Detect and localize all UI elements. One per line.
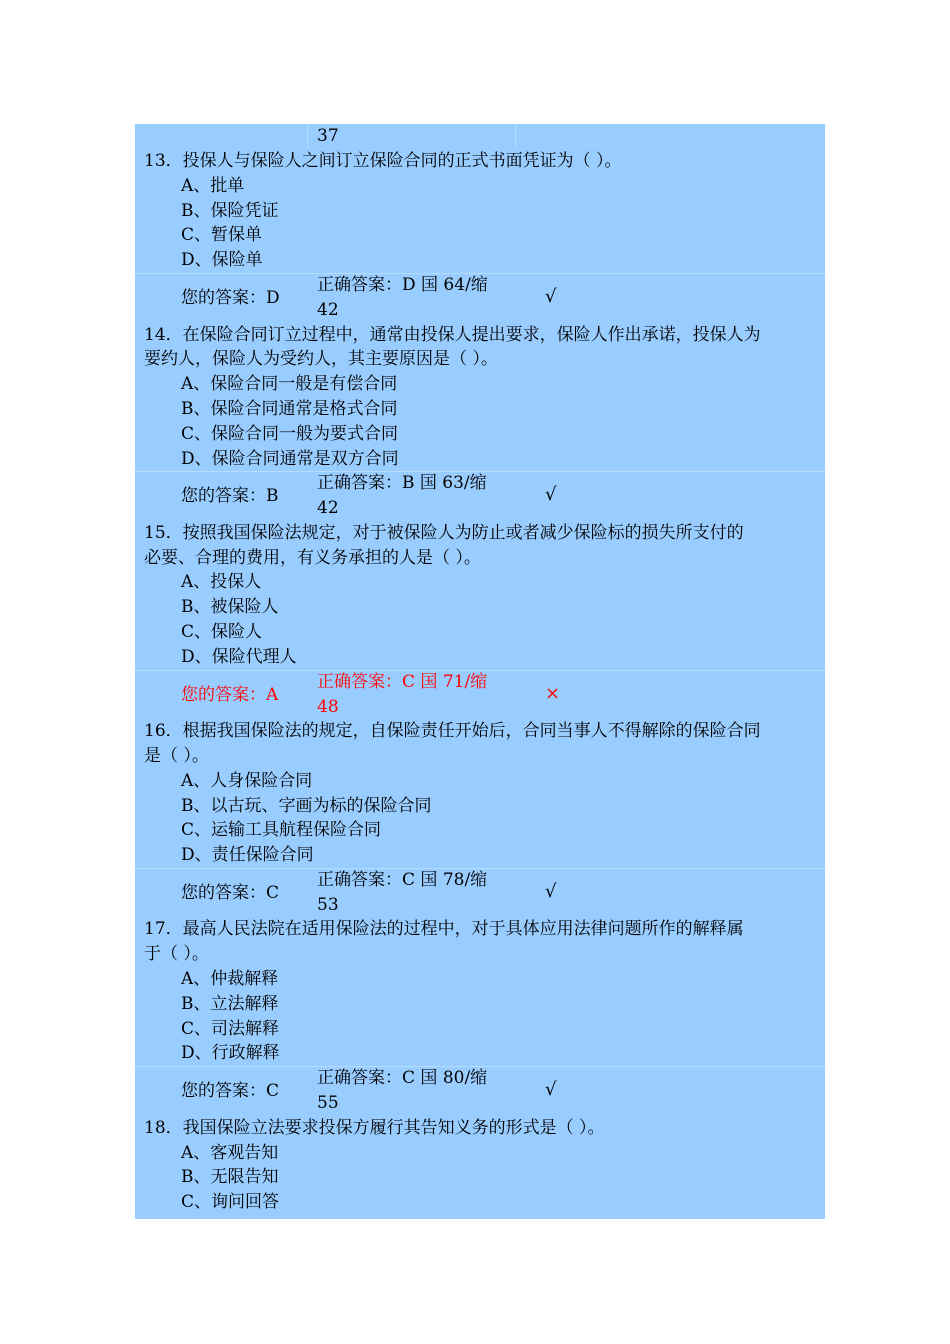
correct-answer-line: 正确答案：C 国 78/缩 — [317, 869, 488, 890]
question-stem: 要约人，保险人为受约人，其主要原因是（ ）。 — [144, 349, 498, 370]
answer-option: A、批单 — [181, 175, 245, 196]
divider — [307, 124, 308, 148]
correct-answer-page: 48 — [317, 696, 339, 717]
question-stem: 14．在保险合同订立过程中，通常由投保人提出要求，保险人作出承诺，投保人为 — [144, 324, 761, 345]
quiz-panel — [135, 124, 825, 1219]
answer-option: C、运输工具航程保险合同 — [181, 820, 382, 841]
answer-result-row — [135, 471, 825, 521]
answer-option: D、责任保险合同 — [181, 845, 314, 866]
check-mark-icon: √ — [545, 286, 557, 307]
answer-option: D、保险代理人 — [181, 646, 297, 667]
question-stem: 17．最高人民法院在适用保险法的过程中，对于具体应用法律问题所作的解释属 — [144, 919, 744, 940]
correct-answer-page: 42 — [317, 498, 339, 519]
answer-option: C、司法解释 — [181, 1018, 280, 1039]
correct-answer — [317, 670, 517, 720]
answer-option: A、仲裁解释 — [181, 969, 279, 989]
check-mark-icon: √ — [545, 880, 557, 902]
your-answer: 您的答案：A — [181, 684, 279, 705]
answer-option: B、以古玩、字画为标的保险合同 — [181, 795, 432, 816]
correct-answer-line: 正确答案：B 国 63/缩 — [317, 473, 487, 494]
answer-option: C、询问回答 — [181, 1192, 280, 1213]
correct-answer-page: 42 — [317, 300, 339, 320]
correct-answer-line: 正确答案：D 国 64/缩 — [317, 275, 488, 295]
answer-result-row — [135, 1066, 825, 1116]
answer-option: D、保险合同通常是双方合同 — [181, 448, 399, 469]
answer-option: B、被保险人 — [181, 597, 279, 618]
answer-result-row — [135, 670, 825, 720]
question-stem: 18．我国保险立法要求投保方履行其告知义务的形式是（ ）。 — [144, 1117, 605, 1138]
correct-answer-line: 正确答案：C 国 71/缩 — [317, 671, 488, 692]
correct-answer — [317, 868, 517, 918]
correct-answer — [317, 273, 517, 323]
correct-answer — [317, 471, 517, 521]
answer-option: A、人身保险合同 — [181, 770, 313, 791]
check-mark-icon: √ — [545, 1079, 557, 1101]
prev-answer-number: 37 — [317, 126, 339, 146]
answer-result-row — [135, 868, 825, 918]
answer-option: B、立法解释 — [181, 993, 279, 1014]
check-mark-icon: √ — [545, 484, 557, 506]
answer-option: B、保险合同通常是格式合同 — [181, 398, 398, 419]
answer-option: B、无限告知 — [181, 1167, 279, 1188]
your-answer: 您的答案：B — [181, 486, 279, 507]
question-stem: 16．根据我国保险法的规定，自保险责任开始后，合同当事人不得解除的保险合同 — [144, 721, 761, 742]
answer-option: A、保险合同一般是有偿合同 — [181, 374, 398, 395]
question-stem: 于（ ）。 — [144, 944, 209, 965]
your-answer: 您的答案：D — [181, 288, 280, 308]
correct-answer — [317, 1066, 517, 1116]
your-answer: 您的答案：C — [181, 1081, 280, 1102]
answer-option: D、行政解释 — [181, 1043, 280, 1064]
correct-answer-page: 55 — [317, 1093, 339, 1114]
your-answer: 您的答案：C — [181, 882, 280, 903]
answer-result-row — [135, 273, 825, 323]
answer-option: C、保险人 — [181, 622, 263, 642]
answer-option: A、客观告知 — [181, 1142, 279, 1163]
question-stem: 是（ ）。 — [144, 745, 209, 766]
question-stem: 必要、合理的费用，有义务承担的人是（ ）。 — [144, 547, 481, 568]
wrong-mark-icon: × — [545, 682, 561, 704]
correct-answer-page: 53 — [317, 894, 339, 915]
answer-option: C、保险合同一般为要式合同 — [181, 423, 399, 444]
answer-option: C、暂保单 — [181, 225, 263, 246]
correct-answer-line: 正确答案：C 国 80/缩 — [317, 1068, 488, 1089]
answer-option: A、投保人 — [181, 572, 262, 593]
question-stem: 13．投保人与保险人之间订立保险合同的正式书面凭证为（ ）。 — [144, 151, 622, 171]
divider — [515, 124, 516, 148]
answer-option: B、保险凭证 — [181, 200, 279, 221]
question-stem: 15．按照我国保险法规定，对于被保险人为防止或者减少保险标的损失所支付的 — [144, 522, 744, 543]
answer-option: D、保险单 — [181, 250, 263, 271]
